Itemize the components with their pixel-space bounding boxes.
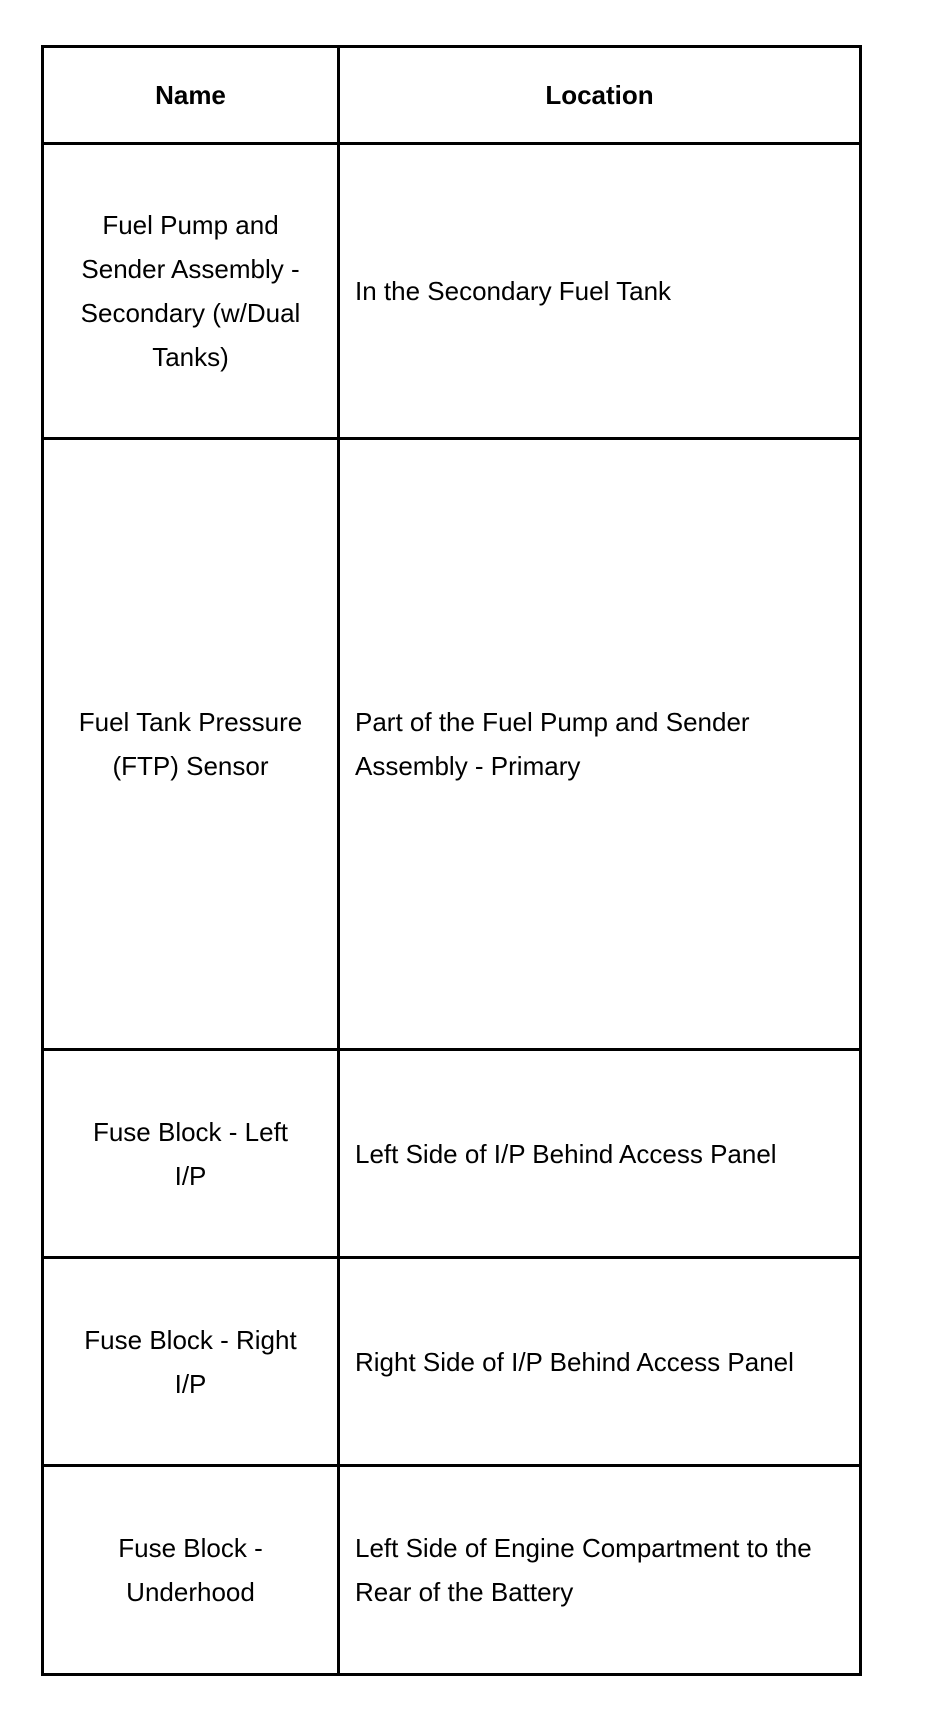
component-name-cell: Fuse Block - Underhood <box>43 1466 339 1675</box>
component-location-cell: Left Side of Engine Compartment to the Rear of the Battery <box>339 1466 861 1675</box>
component-name-cell: Fuse Block - Right I/P <box>43 1258 339 1466</box>
component-name-cell: Fuel Tank Pressure (FTP) Sensor <box>43 439 339 1050</box>
name-column-header: Name <box>43 47 339 144</box>
component-location-cell: Part of the Fuel Pump and Sender Assembly - Primary <box>339 439 861 1050</box>
table-row <box>43 1466 861 1675</box>
table-row <box>43 439 861 1050</box>
table-row <box>43 144 861 439</box>
component-location-cell: Left Side of I/P Behind Access Panel <box>339 1050 861 1258</box>
location-column-header: Location <box>339 47 861 144</box>
table-row <box>43 1258 861 1466</box>
component-name-cell: Fuse Block - Left I/P <box>43 1050 339 1258</box>
component-location-table <box>41 45 862 1676</box>
component-location-cell: In the Secondary Fuel Tank <box>339 144 861 439</box>
component-location-cell: Right Side of I/P Behind Access Panel <box>339 1258 861 1466</box>
header-row <box>43 47 861 144</box>
component-name-cell: Fuel Pump and Sender Assembly - Secondary (w/Dual Tanks) <box>43 144 339 439</box>
table-row <box>43 1050 861 1258</box>
